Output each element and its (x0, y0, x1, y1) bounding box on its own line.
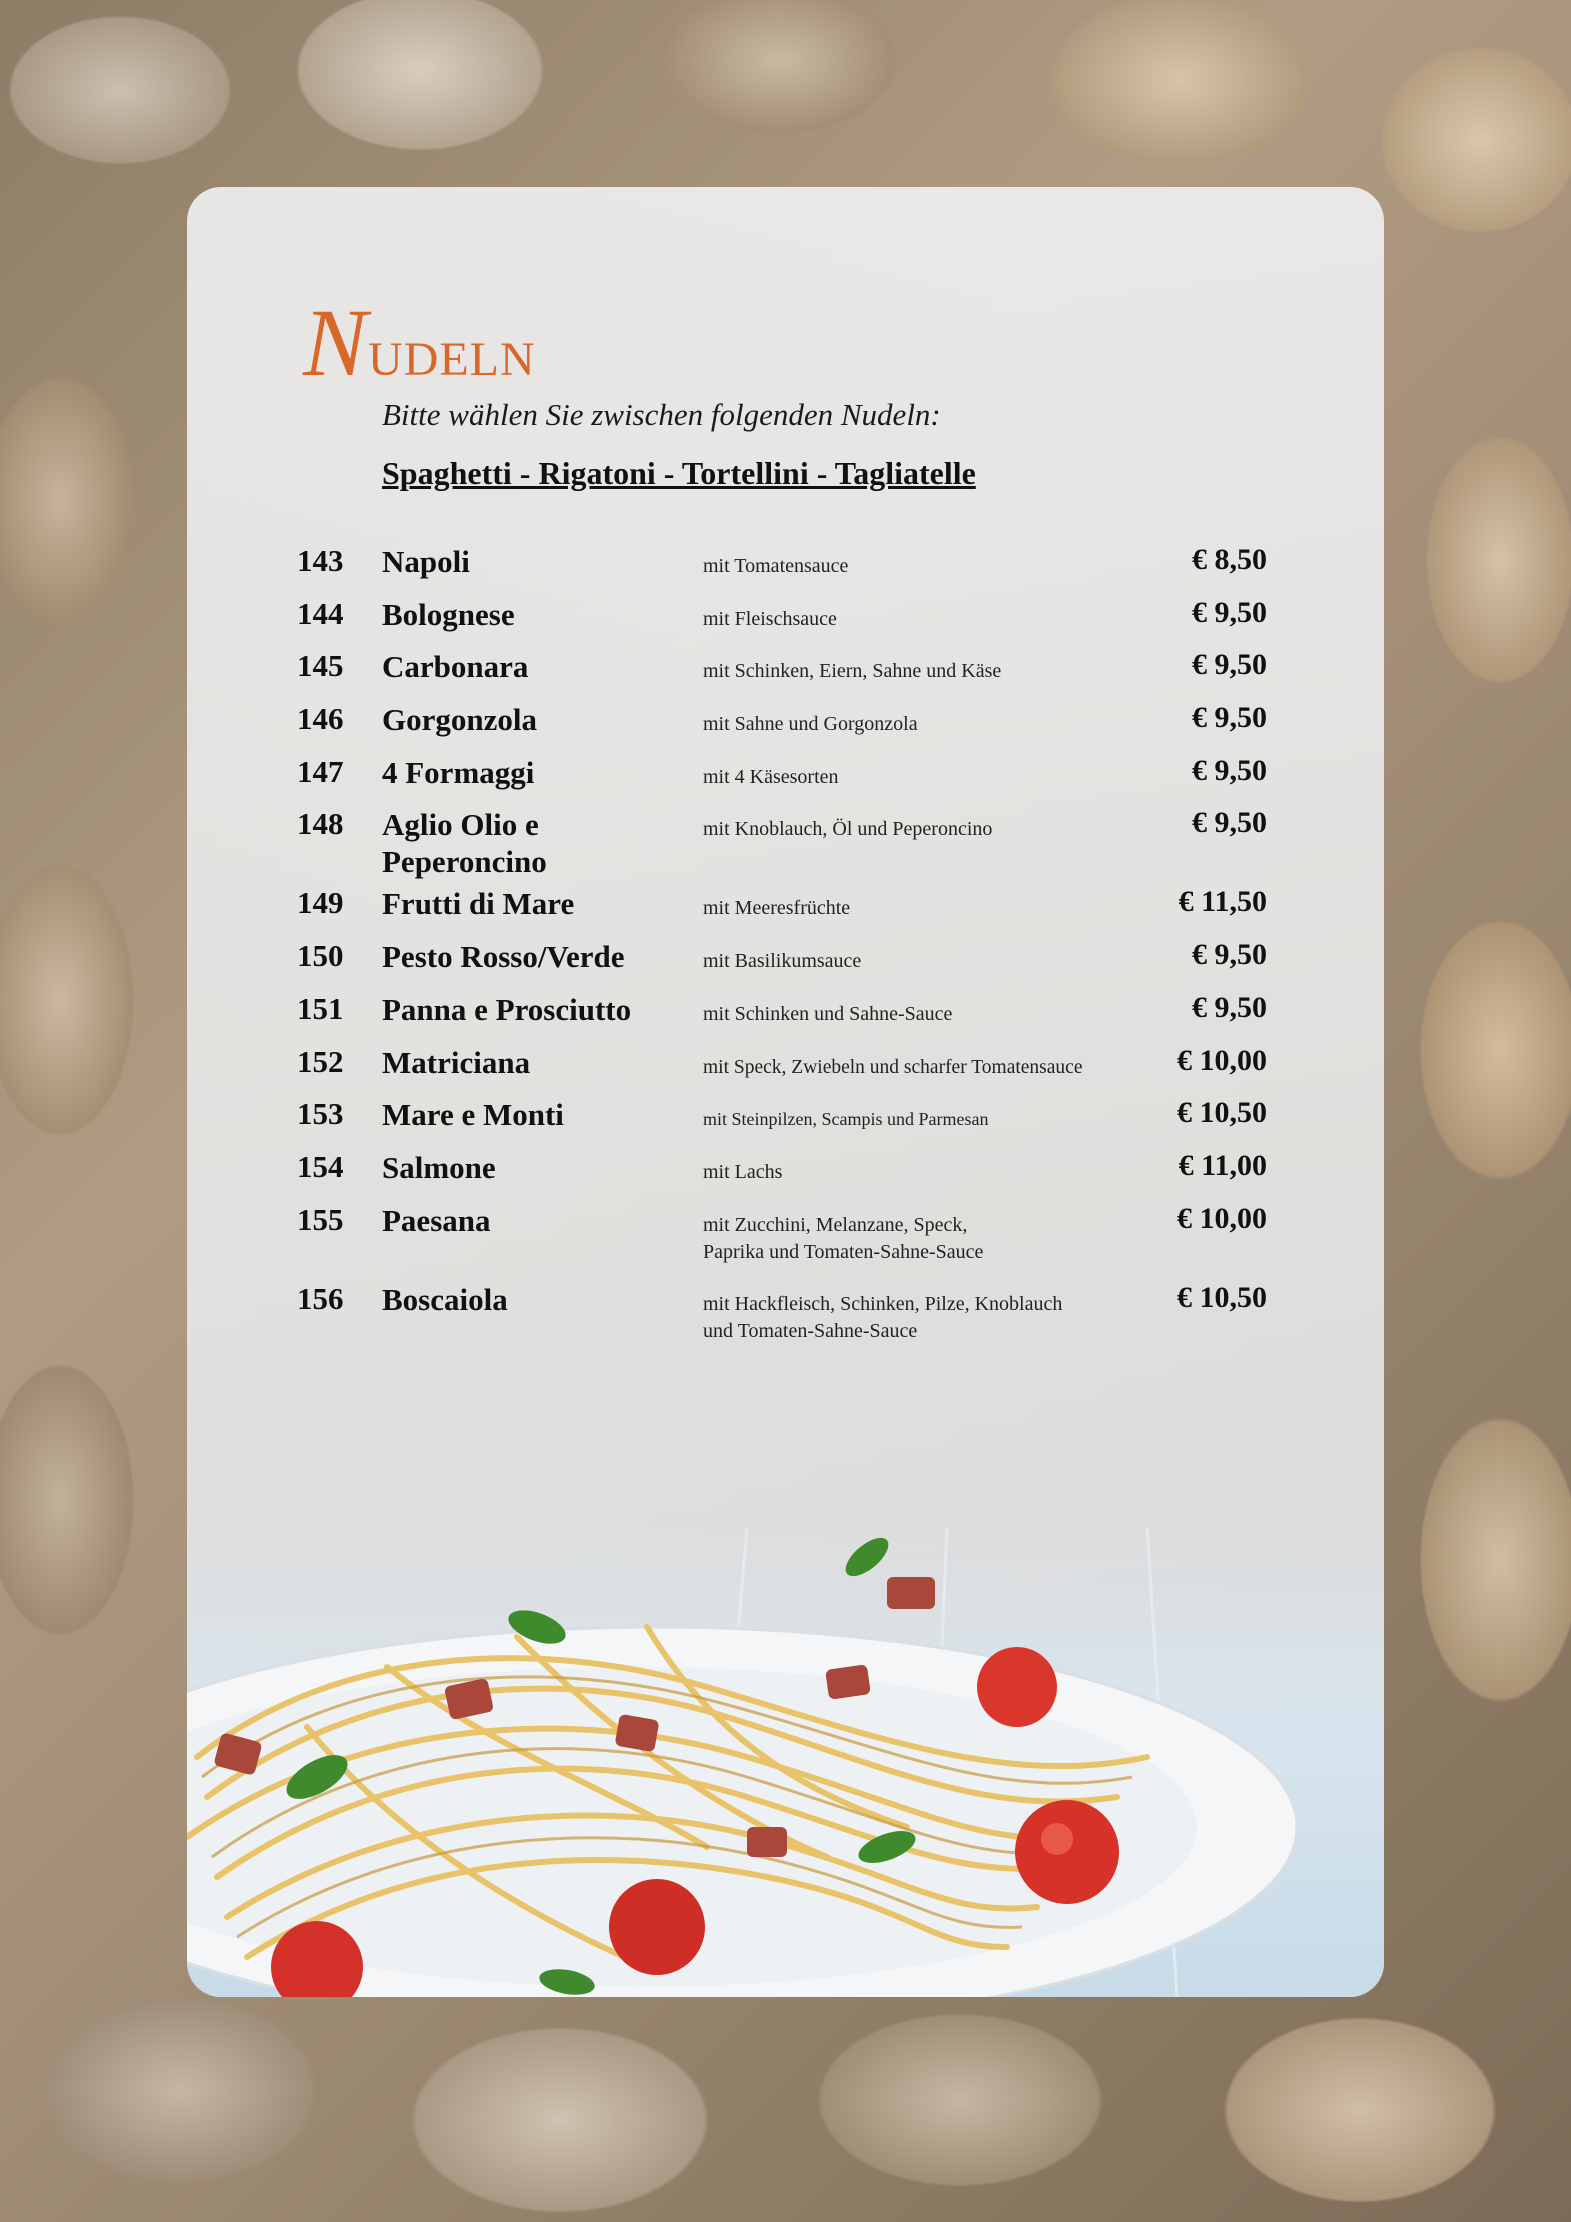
item-price: € 9,50 (1192, 701, 1267, 735)
page-title (303, 287, 536, 398)
item-number: 155 (297, 1201, 344, 1237)
item-number: 153 (297, 1096, 344, 1132)
item-price: € 9,50 (1192, 753, 1267, 787)
item-number: 147 (297, 753, 344, 789)
item-description: mit Steinpilzen, Scampis und Parmesan (703, 1109, 989, 1130)
menu-item (187, 991, 1384, 1044)
item-name: Mare e Monti (382, 1097, 564, 1133)
item-description: mit Hackfleisch, Schinken, Pilze, Knoblauch und Tomaten-Sahne-Sauce (703, 1292, 1063, 1342)
item-price: € 10,00 (1177, 1043, 1267, 1077)
item-price: € 9,50 (1192, 806, 1267, 840)
item-description: mit Schinken und Sahne-Sauce (703, 1002, 953, 1025)
item-description: mit Schinken, Eiern, Sahne und Käse (703, 660, 1002, 683)
menu-item (187, 1281, 1384, 1360)
menu-item (187, 885, 1384, 938)
item-description: mit Sahne und Gorgonzola (703, 713, 918, 736)
item-price: € 10,00 (1177, 1201, 1267, 1235)
item-number: 154 (297, 1148, 344, 1184)
item-price: € 10,50 (1177, 1280, 1267, 1314)
item-name: Matriciana (382, 1044, 531, 1080)
item-name: Aglio Olio e Peperoncino (382, 807, 547, 880)
menu-item (187, 806, 1384, 885)
pasta-photo (187, 1527, 1384, 1997)
item-number: 150 (297, 938, 344, 974)
item-number: 143 (297, 543, 344, 578)
item-number: 151 (297, 990, 344, 1026)
title-initial: N (303, 289, 369, 396)
menu-item (187, 754, 1384, 807)
item-price: € 9,50 (1192, 938, 1267, 972)
item-price: € 9,50 (1192, 595, 1267, 629)
item-description: mit Zucchini, Melanzane, Speck, Paprika und Tomaten-Sahne-Sauce (703, 1213, 984, 1263)
item-price: € 9,50 (1192, 990, 1267, 1024)
item-name: Salmone (382, 1149, 496, 1185)
item-number: 146 (297, 701, 344, 737)
pasta-plate-illustration (187, 1527, 1384, 1997)
menu-panel (187, 187, 1384, 1997)
item-description: mit Meeresfrüchte (703, 897, 851, 920)
item-name: Gorgonzola (382, 702, 537, 738)
menu-item (187, 648, 1384, 701)
item-name: Boscaiola (382, 1281, 508, 1317)
menu-item (187, 1202, 1384, 1281)
item-number: 145 (297, 648, 344, 684)
item-name: Paesana (382, 1202, 491, 1238)
menu-item (187, 596, 1384, 649)
item-name: Frutti di Mare (382, 886, 575, 922)
pasta-types: Spaghetti - Rigatoni - Tortellini - Tagliatelle (382, 455, 976, 491)
menu-item (187, 1149, 1384, 1202)
intro-text: Bitte wählen Sie zwischen folgenden Nudeln: (382, 397, 941, 432)
menu-item (187, 938, 1384, 991)
item-name: Napoli (382, 544, 470, 579)
item-price: € 10,50 (1177, 1096, 1267, 1130)
item-name: Carbonara (382, 649, 529, 685)
item-number: 156 (297, 1280, 344, 1316)
item-name: 4 Formaggi (382, 754, 535, 790)
item-number: 149 (297, 885, 344, 921)
item-description: mit Knoblauch, Öl und Peperoncino (703, 818, 993, 841)
item-description: mit Basilikumsauce (703, 950, 862, 973)
menu-list (187, 543, 1384, 1360)
item-number: 152 (297, 1043, 344, 1079)
item-name: Pesto Rosso/Verde (382, 939, 625, 975)
menu-item (187, 701, 1384, 754)
menu-item (187, 543, 1384, 596)
menu-item (187, 1044, 1384, 1097)
item-description: mit 4 Käsesorten (703, 765, 839, 788)
item-price: € 9,50 (1192, 648, 1267, 682)
item-price: € 11,50 (1178, 885, 1267, 919)
item-number: 144 (297, 595, 344, 631)
item-price: € 8,50 (1192, 543, 1267, 576)
item-price: € 11,00 (1178, 1148, 1267, 1182)
item-description: mit Speck, Zwiebeln und scharfer Tomatensauce (703, 1056, 1083, 1078)
title-rest: UDELN (368, 333, 536, 386)
item-description: mit Lachs (703, 1160, 783, 1183)
item-number: 148 (297, 806, 344, 842)
item-name: Panna e Prosciutto (382, 991, 632, 1027)
item-name: Bolognese (382, 596, 515, 632)
menu-item (187, 1096, 1384, 1149)
item-description: mit Tomatensauce (703, 555, 849, 577)
item-description: mit Fleischsauce (703, 607, 837, 630)
